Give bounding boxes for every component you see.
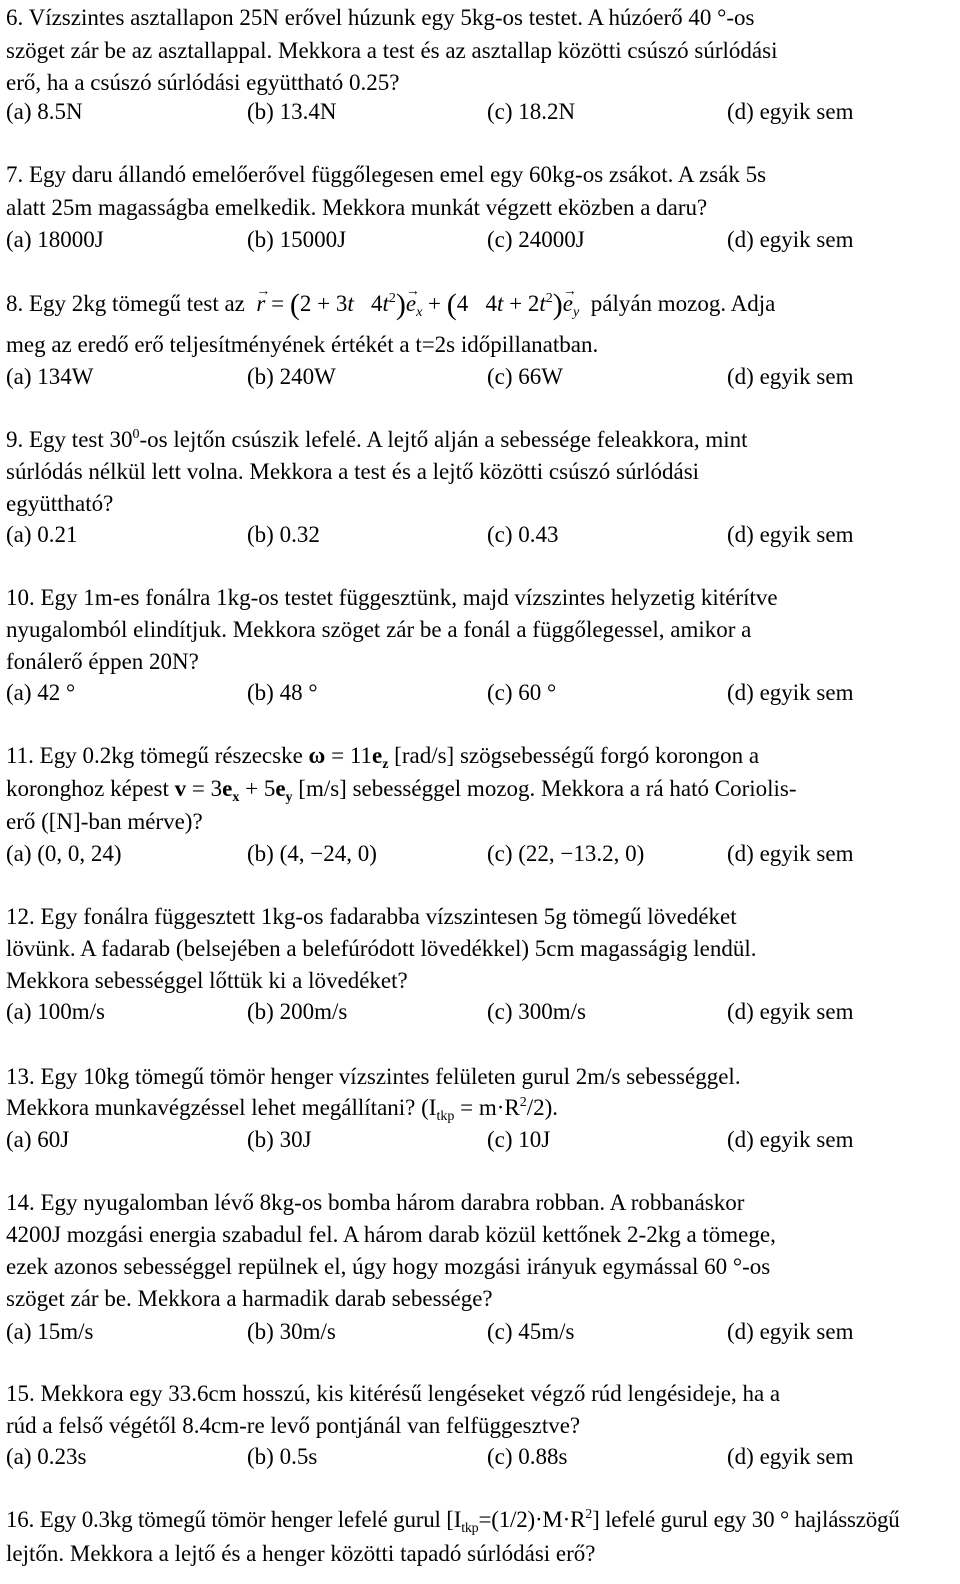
q11-option-a: (a) (0, 0, 24) [6, 841, 122, 866]
q6-option-a: (a) 8.5N [6, 99, 83, 124]
q8-line2: meg az eredő erő teljesítményének értékét a t=2s időpillanatban. [6, 332, 599, 357]
q7-option-c: (c) 24000J [487, 227, 585, 252]
q14-line1: 14. Egy nyugalomban lévő 8kg-os bomba három darabra robban. A robbanáskor [6, 1190, 745, 1215]
q11-line3: erő ([N]-ban mérve)? [6, 809, 203, 834]
q15-line2: rúd a felső végétől 8.4cm-re levő pontjánál van felfüggesztve? [6, 1413, 581, 1438]
q16-line1: 16. Egy 0.3kg tömegű tömör henger lefelé gurul $[I_{tkp}=(1/2)\cdot M\cdot R^2]$ lefelé gurul egy 30 ° hajlásszögű [6, 1507, 900, 1536]
q13-option-b: (b) 30J [247, 1127, 312, 1152]
q14-line2: 4200J mozgási energia szabadul fel. A három darab közül kettőnek 2-2kg a tömege, [6, 1222, 776, 1247]
q14-option-c: (c) 45m/s [487, 1319, 575, 1344]
q8-option-c: (c) 66W [487, 364, 563, 389]
q6-option-d: (d) egyik sem [727, 99, 854, 124]
q13-line2: Mekkora munkavégzéssel lehet megállítani? $(I_{tkp} = m\cdot R^2/2)$. [6, 1095, 559, 1124]
q15-option-c: (c) 0.88s [487, 1444, 568, 1469]
q8-option-b: (b) 240W [247, 364, 336, 389]
q9-option-a: (a) 0.21 [6, 522, 78, 547]
q15-option-a: (a) 0.23s [6, 1444, 87, 1469]
q14-option-d: (d) egyik sem [727, 1319, 854, 1344]
q13-option-c: (c) 10J [487, 1127, 551, 1152]
q13-line1: 13. Egy 10kg tömegű tömör henger vízszintes felületen gurul 2m/s sebességgel. [6, 1064, 741, 1089]
q14-option-b: (b) 30m/s [247, 1319, 336, 1344]
q10-line1: 10. Egy 1m-es fonálra 1kg-os testet függesztünk, majd vízszintes helyzetig kitérítve [6, 585, 778, 610]
q11-option-b: (b) (4, −24, 0) [247, 841, 377, 866]
q6-option-c: (c) 18.2N [487, 99, 576, 124]
q10-option-d: (d) egyik sem [727, 680, 854, 705]
q12-option-a: (a) 100m/s [6, 999, 106, 1024]
q15-option-d: (d) egyik sem [727, 1444, 854, 1469]
q12-option-c: (c) 300m/s [487, 999, 587, 1024]
q7-line2: alatt 25m magasságba emelkedik. Mekkora munkát végzett eközben a daru? [6, 195, 708, 220]
q8-option-a: (a) 134W [6, 364, 94, 389]
q10-option-b: (b) 48 ° [247, 680, 318, 705]
q11-option-d: (d) egyik sem [727, 841, 854, 866]
q7-option-d: (d) egyik sem [727, 227, 854, 252]
q9-line2: súrlódás nélkül lett volna. Mekkora a test és a lejtő közötti csúszó súrlódási [6, 459, 700, 484]
q6-option-b: (b) 13.4N [247, 99, 337, 124]
q9-option-c: (c) 0.43 [487, 522, 559, 547]
q6-line3: erő, ha a csúszó súrlódási együttható 0.25? [6, 70, 400, 95]
q8-line1: 8. Egy 2kg tömegű test az → r = (2 + 3t $4t^2)\to e_x + (4$ $4t + 2t^2)\to e_y$ pályán mozog. Adja [6, 290, 775, 318]
q11-option-c: (c) (22, −13.2, 0) [487, 841, 645, 866]
q13-option-a: (a) 60J [6, 1127, 70, 1152]
q14-line4: szöget zár be. Mekkora a harmadik darab sebessége? [6, 1286, 493, 1311]
q7-option-a: (a) 18000J [6, 227, 104, 252]
q14-option-a: (a) 15m/s [6, 1319, 94, 1344]
q7-option-b: (b) 15000J [247, 227, 347, 252]
q8-option-d: (d) egyik sem [727, 364, 854, 389]
q12-line3: Mekkora sebességgel lőttük ki a lövedéket? [6, 968, 408, 993]
q10-line2: nyugalomból elindítjuk. Mekkora szöget zár be a fonál a függőlegessel, amikor a [6, 617, 752, 642]
q10-option-c: (c) 60 ° [487, 680, 557, 705]
q6-line1: 6. Vízszintes asztallapon 25N erővel húzunk egy 5kg-os testet. A húzóerő 40 °-os [6, 5, 755, 30]
degree-symbol: ° [727, 1254, 743, 1279]
q14-line3: ezek azonos sebességgel repülnek el, úgy hogy mozgási irányuk egymással 60 °-os [6, 1254, 771, 1279]
q9-option-b: (b) 0.32 [247, 522, 320, 547]
degree-symbol: ° [774, 1507, 789, 1532]
q10-line3: fonálerő éppen 20N? [6, 649, 199, 674]
q10-option-a: (a) 42 ° [6, 680, 76, 705]
q12-line1: 12. Egy fonálra függesztett 1kg-os fadarabba vízszintesen 5g tömegű lövedéket [6, 904, 737, 929]
q12-option-b: (b) 200m/s [247, 999, 348, 1024]
q6-line2: szöget zár be az asztallappal. Mekkora a test és az asztallap közötti csúszó súrlódási [6, 38, 778, 63]
q12-option-d: (d) egyik sem [727, 999, 854, 1024]
degree-symbol: ° [711, 5, 727, 30]
q11-line2: koronghoz képest $v = 3e_x + 5e_y$ [m/s] sebességgel mozog. Mekkora a rá ható Coriolis- [6, 776, 797, 805]
q12-line2: lövünk. A fadarab (belsejében a belefúródott lövedékkel) 5cm magasságig lendül. [6, 936, 757, 961]
q15-option-b: (b) 0.5s [247, 1444, 318, 1469]
q13-option-d: (d) egyik sem [727, 1127, 854, 1152]
q9-option-d: (d) egyik sem [727, 522, 854, 547]
q9-line3: együttható? [6, 491, 114, 516]
q11-line1: 11. Egy 0.2kg tömegű részecske $\omega = 11e_z$ [rad/s] szögsebességű forgó korongon a [6, 743, 760, 772]
q9-line1: 9. Egy test $30^0-os$ lejtőn csúszik lefelé. A lejtő alján a sebessége feleakkora, mint [6, 427, 748, 452]
q15-line1: 15. Mekkora egy 33.6cm hosszú, kis kitérésű lengéseket végző rúd lengésideje, ha a [6, 1381, 781, 1406]
q7-line1: 7. Egy daru állandó emelőerővel függőlegesen emel egy 60kg-os zsákot. A zsák 5s [6, 162, 767, 187]
trajectory-equation: → r = (2 + 3t $4t^2)\to e_x + (4$ $4t + 2t^2)\to e_y$ [251, 291, 591, 316]
q16-line2: lejtőn. Mekkora a lejtő és a henger közötti tapadó súrlódási erő? [6, 1541, 596, 1566]
